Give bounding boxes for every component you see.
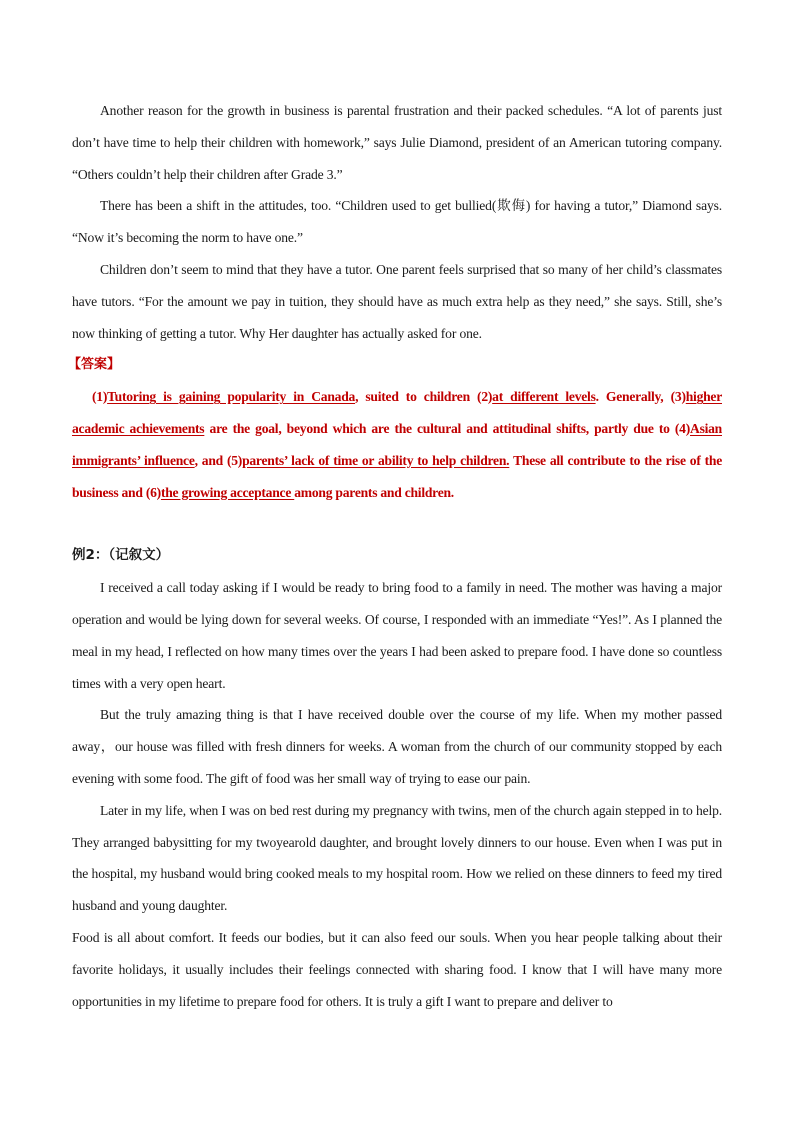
answer-text: , suited to children (2): [355, 389, 493, 405]
answer-text: among parents and children.: [294, 484, 454, 500]
example2-paragraph-2: But the truly amazing thing is that I have received double over the course of my life. When my mother passed away，our house was filled with fresh dinners for weeks. A woman from the church of our community stopped by each evening with some food. The gift of food was her small way of trying to ease our pain.: [72, 707, 722, 786]
answer-text: (1): [92, 389, 108, 405]
answer-key-phrase: parents’ lack of time or ability to help children.: [242, 452, 510, 468]
answer-text: These all contribute to the rise of the business and (6): [72, 452, 722, 500]
answer-text: are the goal, beyond which are the cultural and attitudinal shifts, partly due to (4): [204, 420, 690, 436]
answer-key-phrase: Tutoring is gaining popularity in Canada: [107, 389, 356, 405]
answer-key-phrase: Asian immigrants’ influence: [72, 420, 722, 468]
passage1-paragraph-2: There has been a shift in the attitudes, too. “Children used to get bullied(欺侮) for having a tutor,” Diamond says. “Now it’s becoming the norm to have one.”: [72, 198, 722, 246]
example2-heading: 例2：（记叙文）: [72, 547, 170, 564]
answer-key-phrase: the growing acceptance: [160, 484, 295, 500]
example2-paragraph-4: Food is all about comfort. It feeds our bodies, but it can also feed our souls. When you hear people talking about their favorite holidays, it usually includes their feelings connected with sharing food. I know that I will have many more opportunities in my lifetime to prepare food for others. It is truly a gift I want to prepare and deliver to: [72, 929, 722, 1009]
answer-key-phrase: higher academic achievements: [72, 389, 722, 436]
example2-paragraph-1: I received a call today asking if I would be ready to bring food to a family in need. The mother was having a major operation and would be lying down for several weeks. Of course, I responded with an immediate “Yes!”. As I planned the meal in my head, I reflected on how many times over the years I had been asked to prepare food. I have done so countless times with a very open heart.: [72, 580, 722, 691]
answer-key-phrase: at different levels: [492, 389, 596, 405]
answer-text: . Generally, (3): [595, 389, 686, 405]
answer-text: , and (5): [194, 452, 243, 468]
example2-paragraph-3: Later in my life, when I was on bed rest during my pregnancy with twins, men of the church again stepped in to help. They arranged babysitting for my twoyearold daughter, and brought lovely dinners to our house. Even when I was put in the hospital, my husband would bring cooked meals to my hospital room. How we relied on these dinners to feed my tired husband and young daughter.: [72, 802, 722, 914]
answer-label: 【答案】: [68, 357, 121, 373]
passage1-paragraph-3: Children don’t seem to mind that they have a tutor. One parent feels surprised that so many of her child’s classmates have tutors. “For the amount we pay in tuition, they should have as much extra help as they need,” she says. Still, she’s now thinking of getting a tutor. Why Her daughter has actually asked for one.: [72, 261, 722, 341]
document-page: [68, 95, 722, 1017]
passage1-paragraph-1: Another reason for the growth in business is parental frustration and their packed schedules. “A lot of parents just don’t have time to help their children with homework,” says Julie Diamond, president of an American tutoring company. “Others couldn’t help their children after Grade 3.”: [72, 103, 722, 182]
answer-paragraph: [72, 381, 722, 508]
